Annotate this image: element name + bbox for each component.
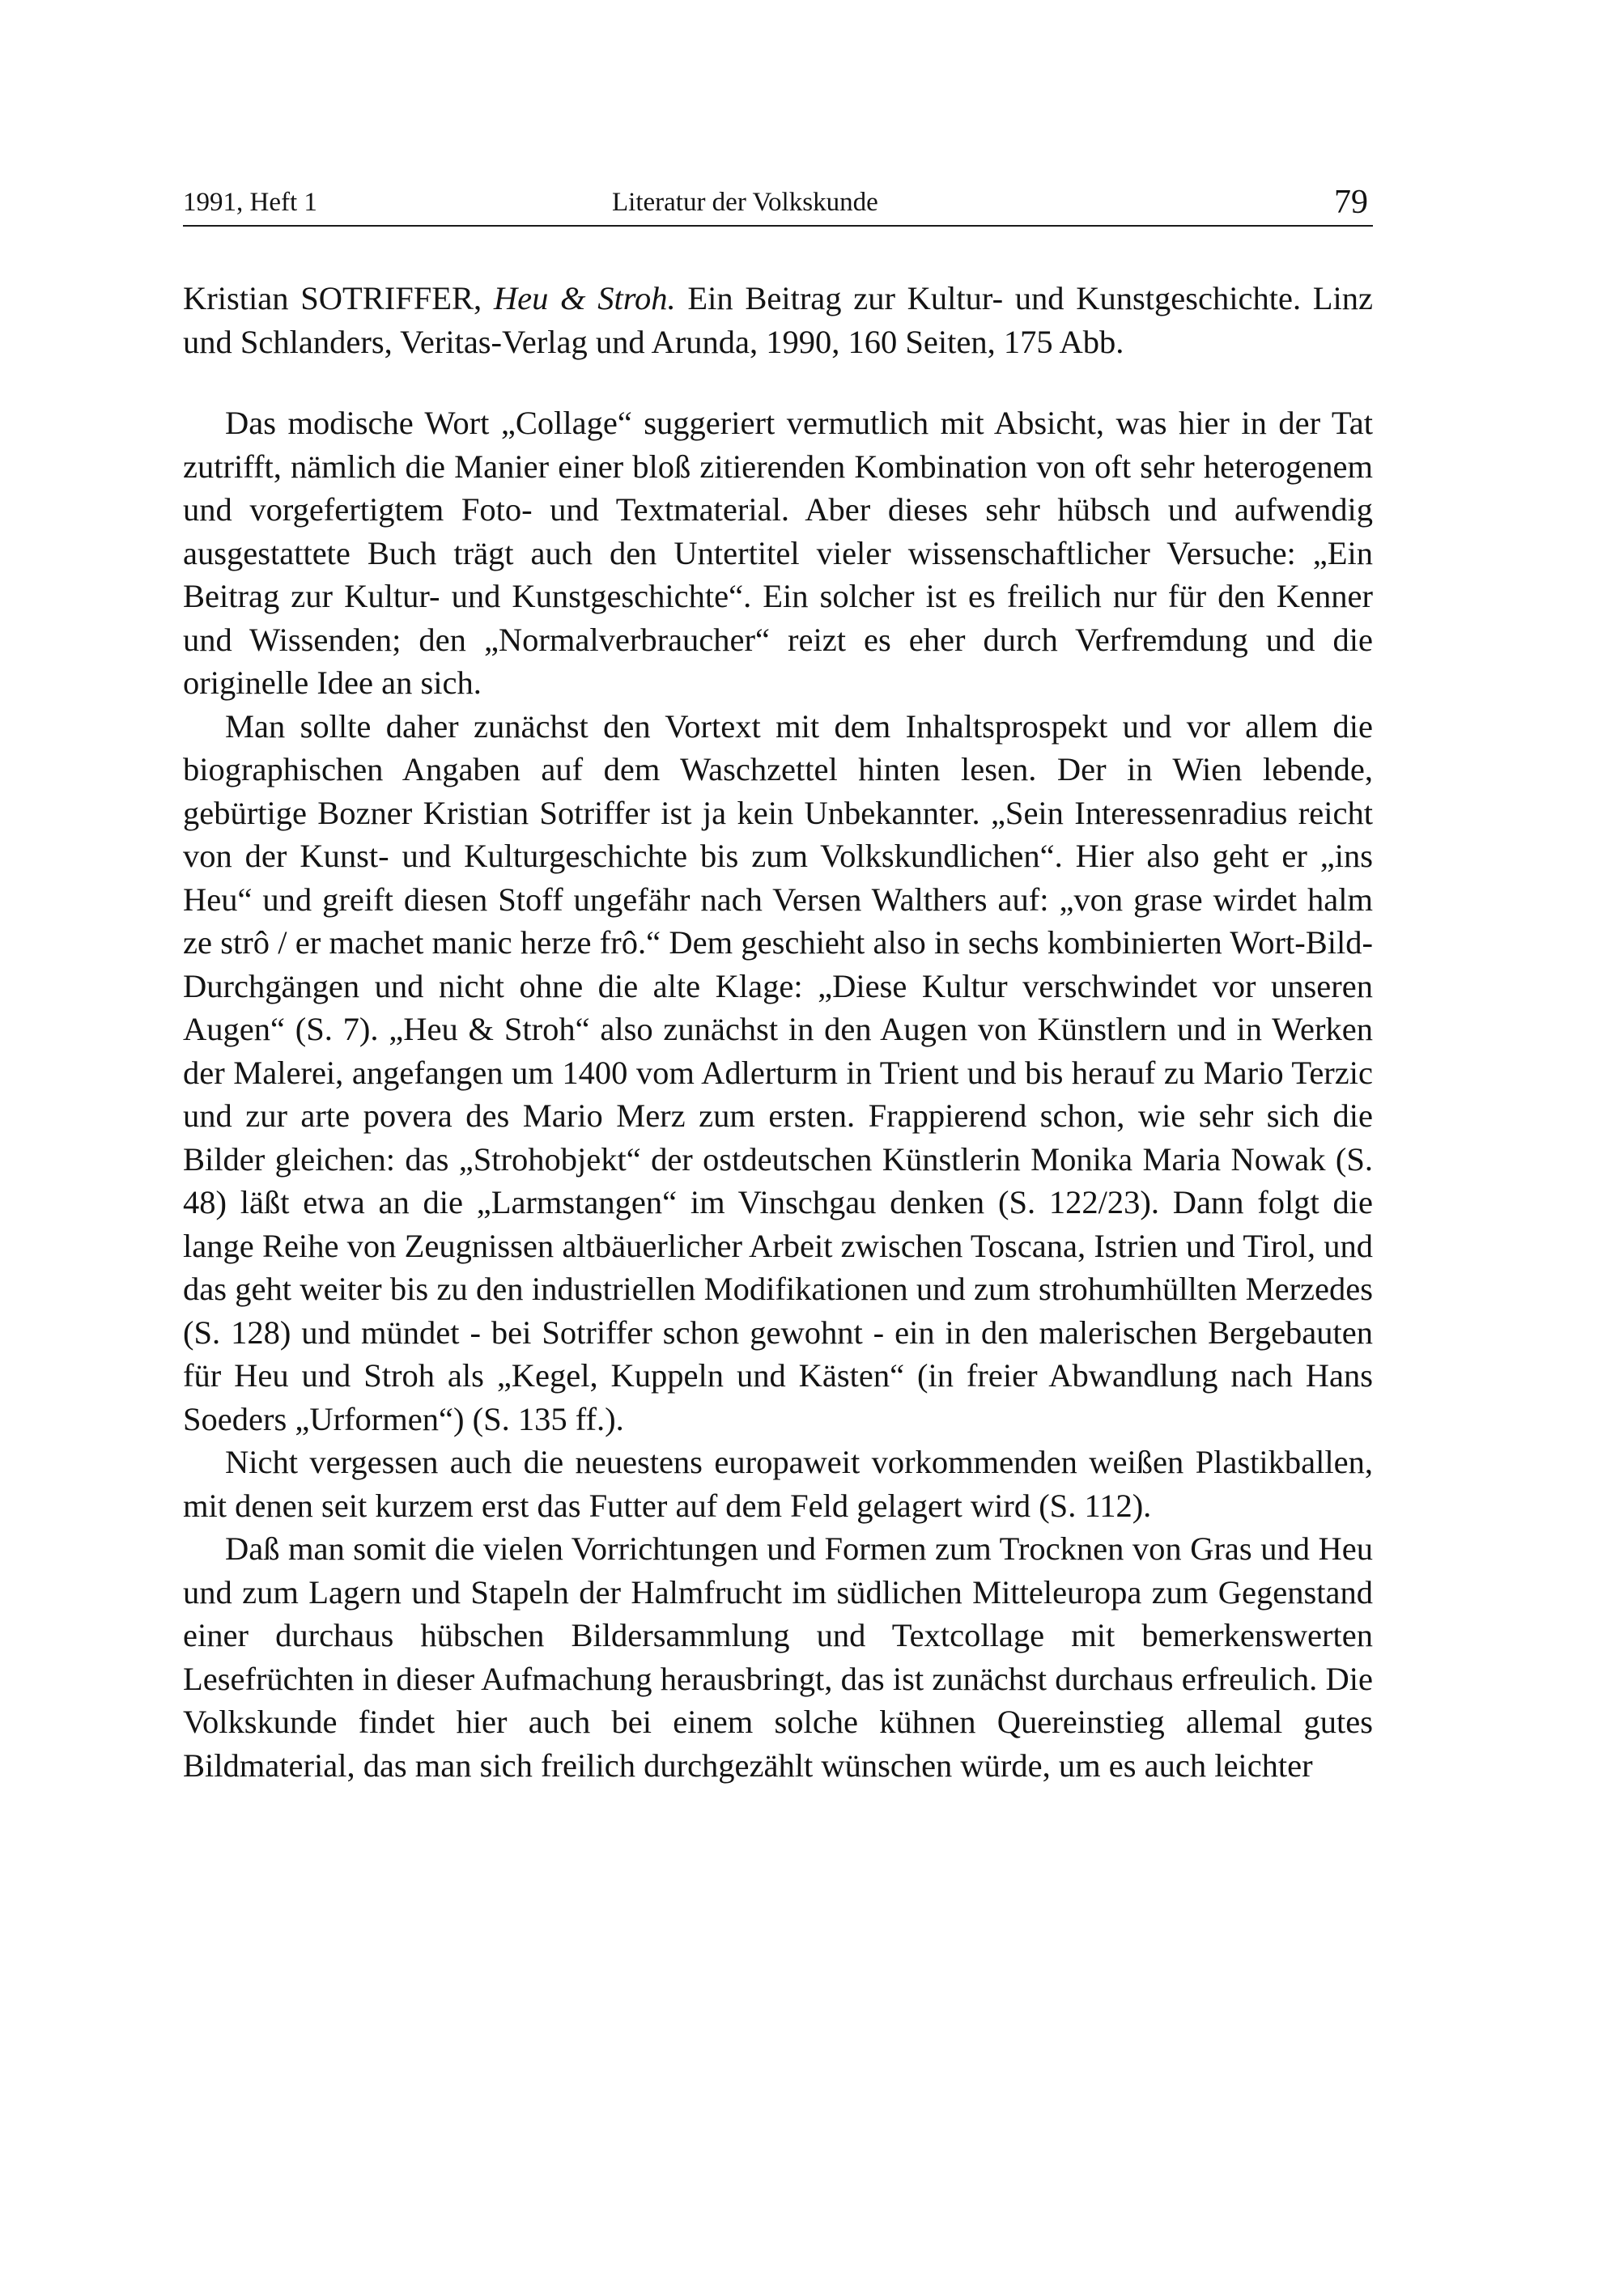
- section-title: Literatur der Volkskunde: [612, 188, 878, 217]
- paragraph: Daß man somit die vielen Vorrichtungen und Formen zum Trocknen von Gras und Heu und zum Lagern und Stapeln der Halmfrucht im südlichen Mitteleuropa zum Gegenstand einer durchaus hübschen Bildersammlung und Textcollage mit bemerkenswerten Lesefrüchten in dieser Aufmachung herausbringt, das ist zunächst durchaus erfreulich. Die Volkskunde findet hier auch bei einem solche kühnen Quereinstieg allemal gutes Bildmaterial, das man sich freilich durchgezählt wünschen würde, um es auch leichter: [183, 1530, 1373, 1784]
- citation-details: Ein Beitrag zur Kultur- und Kunstgeschichte. Linz und Schlanders, Veritas-Verlag und Arunda, 1990, 160 Seiten, 175 Abb.: [183, 280, 1374, 360]
- citation-title: Heu & Stroh.: [493, 280, 676, 316]
- running-head: [183, 180, 1373, 227]
- review-body: [183, 401, 1373, 1787]
- paragraph: Man sollte daher zunächst den Vortext mit dem Inhaltsprospekt und vor allem die biographischen Angaben auf dem Waschzettel hinten lesen. Der in Wien lebende, gebürtige Bozner Kristian Sotriffer ist ja kein Unbekannter. „Sein Interessenradius reicht von der Kunst- und Kulturgeschichte bis zum Volkskundlichen“. Hier also geht er „ins Heu“ und greift diesen Stoff ungefähr nach Versen Walthers auf: „von grase wirdet halm ze strô / er machet manic herze frô.“ Dem geschieht also in sechs kombinierten Wort-Bild-Durchgängen und nicht ohne die alte Klage: „Diese Kultur verschwindet vor unseren Augen“ (S. 7). „Heu & Stroh“ also zunächst in den Augen von Künstlern und in Werken der Malerei, angefangen um 1400 vom Adlerturm in Trient und bis herauf zu Mario Terzic und zur arte povera des Mario Merz zum ersten. Frappierend schon, wie sehr sich die Bilder gleichen: das „Strohobjekt“ der ostdeutschen Künstlerin Monika Maria Nowak (S. 48) läßt etwa an die „Larmstangen“ im Vinschgau denken (S. 122/23). Dann folgt die lange Reihe von Zeugnissen altbäuerlicher Arbeit zwischen Toscana, Istrien und Tirol, und das geht weiter bis zu den industriellen Modifikationen und zum strohumhüllten Merzedes (S. 128) und mündet - bei Sotriffer schon gewohnt - ein in den malerischen Bergebauten für Heu und Stroh als „Kegel, Kuppeln und Kästen“ (in freier Abwandlung nach Hans Soeders „Urformen“) (S. 135 ff.).: [183, 707, 1373, 1437]
- paragraph: Nicht vergessen auch die neuestens europaweit vorkommenden weißen Plastikballen, mit denen seit kurzem erst das Futter auf dem Feld gelagert wird (S. 112).: [183, 1444, 1373, 1524]
- citation-author: Kristian SOTRIFFER,: [183, 280, 482, 316]
- paragraph: Das modische Wort „Collage“ suggeriert vermutlich mit Absicht, was hier in der Tat zutrifft, nämlich die Manier einer bloß zitierenden Kombination von oft sehr heterogenem und vorgefertigtem Foto- und Textmaterial. Aber dieses sehr hübsch und aufwendig ausgestattete Buch trägt auch den Untertitel vieler wissenschaftlicher Versuche: „Ein Beitrag zur Kultur- und Kunstgeschichte“. Ein solcher ist es freilich nur für den Kenner und Wissenden; den „Normalverbraucher“ reizt es eher durch Verfremdung und die originelle Idee an sich.: [183, 405, 1373, 701]
- issue-label: 1991, Heft 1: [183, 188, 317, 217]
- book-citation: [183, 277, 1373, 364]
- page-number: 79: [1334, 184, 1368, 221]
- page: [183, 180, 1373, 1787]
